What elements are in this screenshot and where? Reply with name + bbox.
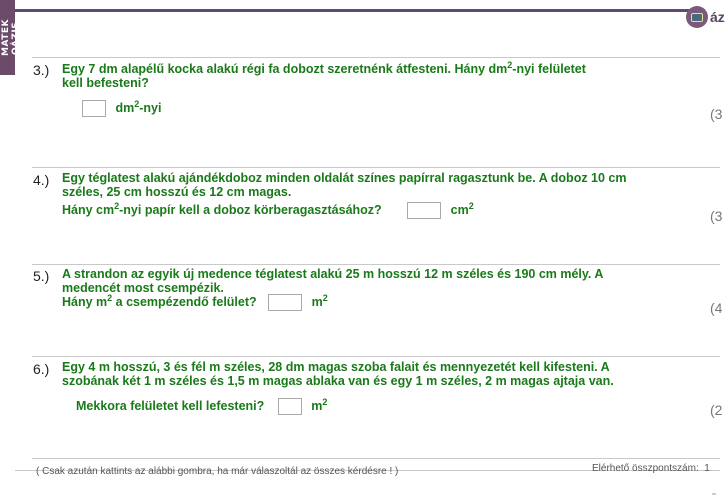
answer-input[interactable]	[407, 202, 441, 219]
answer-row	[82, 100, 161, 117]
unit-label: $m^2$	[311, 292, 328, 309]
logo-icon	[686, 6, 708, 28]
site-logo[interactable]	[686, 4, 725, 30]
unit-label: $dm^2$-nyi	[115, 98, 162, 115]
points-label: (2	[710, 402, 723, 418]
points-label: (4	[710, 300, 723, 316]
corner-mark	[712, 493, 716, 495]
footer-note: ( Csak azután kattints az alábbi gombra, ha már válaszoltál az összes kérdésre ! )	[36, 466, 399, 477]
question-text: Egy 7 dm alapélű kocka alakú régi fa dobozt szeretnénk átfesteni. Hány $dm^2$-nyi felületet kell befesteni?	[62, 59, 586, 90]
prompt-text: Hány $m^2$ a csempézendő felület?	[62, 292, 257, 309]
divider	[32, 264, 720, 265]
answer-row	[62, 202, 474, 219]
answer-input[interactable]	[268, 294, 302, 311]
question-text: Egy 4 m hosszú, 3 és fél m széles, 28 dm magas szoba falait és mennyezetét kell kifesteni. A szobának két 1 m széles és 1,5 m magas ablaka van és egy 1 m széles, 2 m magas ajtaja van.	[62, 360, 614, 388]
question-number: 4.)	[33, 172, 50, 188]
logo-text: áz	[710, 9, 725, 25]
divider	[32, 57, 720, 58]
unit-label: $cm^2$	[450, 200, 474, 217]
points-label: (3	[710, 106, 723, 122]
unit-label: $m^2$	[311, 396, 328, 413]
divider	[32, 356, 720, 357]
top-border	[15, 9, 705, 12]
monitor-icon	[691, 13, 703, 22]
divider	[32, 458, 720, 459]
question-text: Egy téglatest alakú ajándékdoboz minden oldalát színes papírral ragasztunk be. A doboz 10 cm széles, 25 cm hosszú és 12 cm magas.	[62, 171, 627, 199]
question-text: A strandon az egyik új medence téglatest alakú 25 m hosszú 12 m széles és 190 cm mély. A medencét most csempézik.	[62, 267, 604, 295]
question-number: 3.)	[33, 62, 50, 78]
divider	[32, 167, 720, 168]
sidebar-tab[interactable]	[0, 0, 21, 75]
total-score: Elérhető összpontszám: 1	[592, 463, 710, 474]
answer-input[interactable]	[82, 100, 106, 117]
points-label: (3	[710, 208, 723, 224]
answer-input[interactable]	[278, 398, 302, 415]
answer-row	[62, 294, 328, 311]
question-number: 6.)	[33, 361, 50, 377]
prompt-text: Hány $cm^2$-nyi papír kell a doboz körberagasztásához?	[62, 200, 382, 217]
prompt-text: Mekkora felületet kell lefesteni?	[76, 398, 265, 413]
answer-row	[76, 398, 327, 415]
sidebar-label: MATEK OÁZIS	[1, 19, 21, 57]
question-number: 5.)	[33, 268, 50, 284]
